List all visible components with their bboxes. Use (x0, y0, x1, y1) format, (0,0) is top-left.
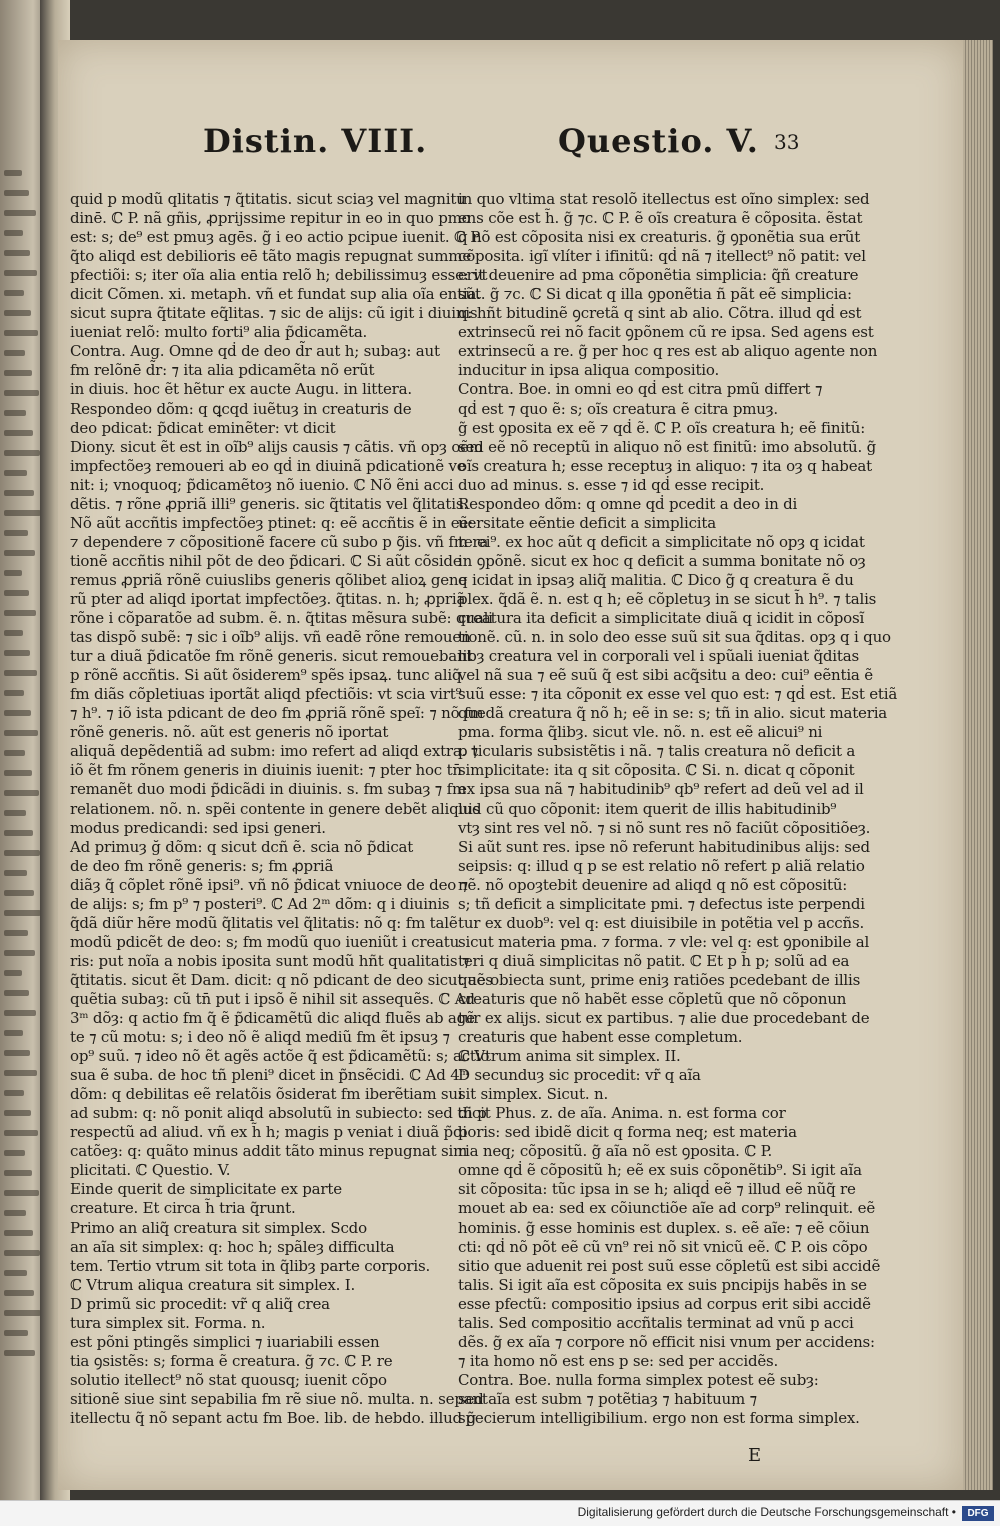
text-line: Ad primuȝ ğ dõm: q sicut dcñ ẽ. scia nõ p̃dicat (70, 837, 414, 856)
text-line: in ꝯpõnẽ. sicut ex hoc q deficit a summa bonitate nõ oȝ (458, 551, 866, 570)
left-page-text-trace (4, 830, 33, 836)
text-line: cõposita. igĩ vlíter i ifinitũ: qḋ nã ⁊ itellect⁹ nõ patit: vel (458, 247, 866, 266)
left-page-text-trace (4, 1350, 35, 1356)
footer-credit-text: Digitalisierung gefördert durch die Deutsche Forschungsgemeinschaft • (577, 1505, 956, 1519)
text-line: dinē. ℂ P. nã gñis, ꝓprijssime repitur in eo in quo pmo (70, 209, 471, 228)
text-line: deo pdicat: p̃dicat eminẽter: vt dicit (70, 418, 336, 437)
left-page-text-trace (4, 350, 25, 356)
text-line: q̃dã diũr hẽre modũ q̃litatis vel q̃litatis: nõ q: fm talẽ (70, 913, 458, 932)
text-line: Si aũt sunt res. ipse nõ referunt habitudinibus alijs: sed (458, 837, 870, 856)
left-page-text-trace (4, 170, 22, 176)
text-line: pfectiõi: s; iter oĩa alia entia relõ h; debilissimuȝ esse: vt (70, 266, 488, 285)
left-page-text-trace (4, 950, 35, 956)
left-page-text-trace (4, 1070, 37, 1076)
left-page-text-trace (4, 630, 23, 636)
text-line: aliquã depẽdentiã ad subm: imo refert ad aliqd extra. ⁊ (70, 742, 479, 761)
text-line: tia ꝯsistẽs: s; forma ẽ creatura. g̃ ⁊c. ℂ P. re (70, 1351, 393, 1370)
text-line: p ticularis subsistẽtis i nã. ⁊ talis creatura nõ deficit a (458, 742, 856, 761)
text-line: esse pfectũ: compositio ipsius ad corpus erit sibi accidẽ (458, 1294, 871, 1313)
left-page-text-trace (4, 430, 33, 436)
text-line: modus predicandi: sed ipsi generi. (70, 818, 326, 837)
left-page-text-trace (4, 450, 40, 456)
left-page-text-trace (4, 910, 41, 916)
text-line: poris: sed ibidẽ dicit q forma neq; est materia (458, 1123, 797, 1142)
left-page-text-trace (4, 1110, 31, 1116)
left-page-text-trace (4, 730, 38, 736)
text-line: remus ꝓpriã rõnẽ cuiuslibs generis qõlibet alioꝝ gene (70, 570, 468, 589)
text-line: dẽtis. ⁊ rõne ꝓpriã illi⁹ generis. sic q̃titatis vel q̃litatis. (70, 494, 468, 513)
text-line: de deo fm rõnẽ generis: s; fm ꝓpriã (70, 856, 334, 875)
text-line: quẽtia subaȝ: cũ tn̄ put i ipsõ ẽ nihil sit assequẽs. ℂ Ad (70, 989, 475, 1008)
text-line: g̃ est ꝯposita ex eẽ ⁊ qḋ ẽ. ℂ P. oĩs creatura h; eẽ finitũ: (458, 418, 866, 437)
text-line: q̃titatis. sicut ẽt Dam. dicit: q nõ pdicant de deo sicut aẽs (70, 970, 493, 989)
text-line: tur ex duob⁹: vel q: est diuisibile in potẽtia vel p accñs. (458, 913, 865, 932)
left-page-text-trace (4, 1130, 38, 1136)
text-line: ad subm: q: nõ ponit aliqd absolutũ in subiecto: sed tñ p (70, 1104, 487, 1123)
left-page-text-trace (4, 1310, 41, 1316)
text-line: Nõ aũt accñtis impfectõeȝ ptinet: q: eẽ accñtis ẽ in eẽ: (70, 513, 473, 532)
text-line: sitio que aduenit rei post suũ esse cõpletũ est sibi accidẽ (458, 1256, 881, 1275)
left-page-text-trace (4, 1090, 24, 1096)
text-line: in quo vltima stat resolõ itellectus est oĩno simplex: sed (458, 190, 870, 208)
text-line: q icidat in ipsaȝ aliq̃ malitia. ℂ Dico g̃ q creatura ẽ du (458, 570, 854, 589)
left-page-text-trace (4, 270, 37, 276)
text-line: D secunduȝ sic procedit: vr̃ q aĩa (458, 1066, 701, 1085)
text-line: sua ẽ suba. de hoc tñ pleni⁹ dicet in p̃nsẽcidi. ℂ Ad 4ᵐ (70, 1066, 469, 1085)
text-line: D primũ sic procedit: vr̃ q aliq̃ crea (70, 1294, 330, 1313)
left-page-text-trace (4, 770, 32, 776)
left-page-text-trace (4, 250, 30, 256)
text-line: simplicitate: ita q sit cõposita. ℂ Si. n. dicat q cõponit (458, 761, 855, 780)
text-line: est põni ptingẽs simplici ⁊ iuariabili essen (70, 1332, 380, 1351)
text-line: tura simplex sit. Forma. n. (70, 1313, 266, 1332)
text-line: talis. Si igit aĩa est cõposita ex suis pncipijs habẽs in se (458, 1275, 867, 1294)
text-line: extrinsecũ rei nõ facit ꝯpõnem cũ re ipsa. Sed agens est (458, 323, 874, 342)
text-line: lud cũ quo cõponit: item querit de illis habitudinib⁹ (458, 799, 837, 818)
left-page-text-trace (4, 590, 29, 596)
text-line: op⁹ suũ. ⁊ ideo nõ ẽt agẽs actõe q̃ est p̃dicamẽtũ: s; actio (70, 1047, 490, 1066)
left-page-text-trace (4, 1170, 32, 1176)
text-line: creaturis que nõ habẽt esse cõpletũ que nõ cõponun (458, 989, 847, 1008)
left-page-text-trace (4, 1150, 25, 1156)
text-line: qḋ est ⁊ quo ẽ: s; oĩs creatura ẽ citra pmuȝ. (458, 399, 778, 418)
left-page-text-trace (4, 1270, 27, 1276)
left-page-text-trace (4, 970, 22, 976)
running-head-left: Distin. VIII. (203, 122, 428, 160)
text-line: Respondeo dõm: q ꝗcqd iuẽtuȝ in creaturis de (70, 399, 412, 418)
text-line: sũt. g̃ ⁊c. ℂ Si dicat q illa ꝯponẽtia ñ pãt eẽ simplicia: (458, 285, 852, 304)
left-page-text-trace (4, 810, 26, 816)
text-line: extrinsecũ a re. g̃ per hoc q res est ab aliquo agente non (458, 342, 878, 361)
text-line: nẽ. nõ opoȝtebit deuenire ad aliqd q nõ est cõpositũ: (458, 875, 848, 894)
text-line: respectũ ad aliud. vñ ex h̃ h; magis p veniat i diuã p̃di (70, 1123, 467, 1142)
text-line: p rõnẽ accñtis. Si aũt õsiderem⁹ spẽs ipsaꝝ. tunc aliq̃ (70, 666, 462, 685)
text-line: ⁊ ita homo nõ est ens p se: sed per accidẽs. (458, 1351, 779, 1370)
text-line: iõ ẽt fm rõnem generis in diuinis iuenit: ⁊ pter hoc tn̄ (70, 761, 462, 780)
left-page-text-trace (4, 470, 27, 476)
running-head-right: Questio. V. (558, 122, 759, 160)
text-line: specierum intelligibilium. ergo non est forma simplex. (458, 1409, 860, 1427)
left-text-column (70, 190, 493, 1428)
text-line: tas dispõ subẽ: ⁊ sic i oĩb⁹ alijs. vñ eadẽ rõne remouen (70, 628, 471, 647)
left-page-text-trace (4, 570, 22, 576)
text-line: vel nã sua ⁊ eẽ suũ q̃ est sibi acq̃situ a deo: cui⁹ eẽntia ẽ (458, 666, 873, 685)
page (58, 40, 963, 1490)
left-page-text-trace (4, 930, 28, 936)
text-line: teri q diuã simplicitas nõ patit. ℂ Et p h̃ p; solũ ad ea (458, 951, 850, 970)
left-page-text-trace (4, 750, 25, 756)
text-line: sicut materia pma. ⁊ forma. ⁊ vle: vel q: est ꝯponibile al (458, 932, 870, 951)
text-line: rũ pter ad aliqd iportat impfectõeȝ. q̃titas. n. h; ꝓpriã (70, 589, 466, 608)
text-line: ℂ Vtrum aliqua creatura sit simplex. I. (70, 1275, 356, 1294)
text-line: dõm: q debilitas eẽ relatõis õsiderat fm iberẽtiam sui (70, 1085, 463, 1104)
left-page-text-trace (4, 1290, 34, 1296)
text-line: tionẽ accñtis nihil põt de deo p̃dicari. ℂ Si aũt cõside (70, 551, 462, 570)
left-page-text-trace (4, 370, 32, 376)
text-line: 3ᵐ dõȝ: q actio fm q̃ ẽ p̃dicamẽtũ dic aliqd fluẽs ab agẽ (70, 1009, 475, 1028)
left-page-text-trace (4, 210, 36, 216)
text-line: rõnẽ generis. nõ. aũt est generis nõ iportat (70, 723, 389, 742)
text-line: Contra. Aug. Omne qḋ de deo d̃r aut h; subaȝ: aut (70, 342, 440, 361)
text-line: ria neq; cõpositũ. g̃ aĩa nõ est ꝯposita. ℂ P. (458, 1142, 773, 1161)
text-line: Contra. Boe. nulla forma simplex potest eẽ subȝ: (458, 1370, 819, 1389)
left-page-text-trace (4, 650, 30, 656)
text-line: inducitur in ipsa aliqua compositio. (458, 361, 720, 380)
text-line: oĩs creatura h; esse receptuȝ in aliquo: ⁊ ita oȝ q habeat (458, 456, 872, 475)
text-line: plex. q̃dã ẽ. n. est q h; eẽ cõpletuȝ in se sicut h̃ h⁹. ⁊ talis (458, 589, 877, 608)
text-line: q nõ est cõposita nisi ex creaturis. g̃ ꝯponẽtia sua erũt (458, 228, 861, 247)
text-line: sed eẽ nõ receptũ in aliquo nõ est finitũ: imo absolutũ. g̃ (458, 437, 877, 456)
text-line: pma. forma q̃libȝ. sicut vle. nõ. n. est eẽ alicui⁹ ni (458, 723, 823, 742)
text-line: fm relõnē d̃r: ⁊ ita alia pdicamẽta nõ erũt (70, 361, 375, 380)
left-page-text-trace (4, 190, 29, 196)
page-fore-edge (963, 40, 993, 1490)
text-line: impfectõeȝ remoueri ab eo qḋ in diuinã pdicationẽ ve (70, 456, 466, 475)
text-line: remanẽt duo modi p̃dicãdi in diuinis. s. fm subaȝ ⁊ fm (70, 780, 466, 799)
digitization-footer (0, 1500, 1000, 1526)
text-line: tem. Tertio vtrum sit tota in q̃libȝ parte corporis. (70, 1256, 431, 1275)
text-line: dẽs. g̃ ex aĩa ⁊ corpore nõ efficit nisi vnum per accidens: (458, 1332, 875, 1351)
text-line: mouet ab ea: sed ex cõiunctiõe aĩe ad corp⁹ relinquit. eẽ (458, 1199, 876, 1218)
text-line: seipsis: q: illud q p se est relatio nõ refert p aliã relatio (458, 856, 865, 875)
text-line: ⁊ h⁹. ⁊ iõ ista pdicant de deo fm ꝓpriã rõnẽ speĩ: ⁊ nõ fm (70, 704, 484, 723)
text-line: libȝ creatura vel in corporali vel i spũali iueniat q̃ditas (458, 647, 859, 666)
text-line: an aĩa sit simplex: q: hoc h; spãleȝ difficulta (70, 1237, 395, 1256)
text-line: tionẽ. cũ. n. in solo deo esse suũ sit sua q̃ditas. opȝ q i quo (458, 628, 891, 647)
text-line: que obiecta sunt, prime eniȝ ratiões pcedebant de illis (458, 970, 861, 989)
text-line: de alijs: s; fm p⁹ ⁊ posteri⁹. ℂ Ad 2ᵐ dõm: q i diuinis (70, 894, 450, 913)
text-line: sed aĩa est subm ⁊ potẽtiaȝ ⁊ habituum ⁊ (458, 1389, 757, 1408)
left-page-text-trace (4, 1190, 39, 1196)
left-page-text-trace (4, 1010, 36, 1016)
left-page-text-trace (4, 510, 41, 516)
left-page-text-trace (4, 1050, 30, 1056)
text-line: ⁊ dependere ⁊ cõpositionẽ facere cũ subo p ꝯ̃is. vñ fm ra (70, 532, 489, 551)
text-line: cti: qḋ nõ põt eẽ cũ vn⁹ rei nõ sit vnicũ eẽ. ℂ P. ois cõpo (458, 1237, 868, 1256)
text-line: ris: put noĩa a nobis iposita sunt modũ hñt qualitatis ⁊ (70, 951, 470, 970)
text-line: ens cõe est h̃. g̃ ⁊c. ℂ P. ẽ oĩs creatura ẽ cõposita. ẽstat (458, 209, 863, 228)
left-page-text-trace (4, 290, 24, 296)
text-line: erit deuenire ad pma cõponẽtia simplicia: q̃ñ creature (458, 266, 859, 285)
text-line: Diony. sicut ẽt est in oĩb⁹ alijs causis ⁊ cãtis. vñ opȝ oẽm (70, 437, 483, 456)
text-line: dicit Cõmen. xi. metaph. vñ et fundat sup alia oĩa entia. (70, 285, 481, 304)
text-line: ex ipsa sua nã ⁊ habitudinib⁹ qb⁹ refert ad deũ vel ad il (458, 780, 864, 799)
text-line: uersitate eẽntie deficit a simplicita (458, 513, 716, 532)
text-line: solutio itellect⁹ nõ stat quousq; iuenit cõpo (70, 1370, 387, 1389)
text-line: in diuis. hoc ẽt hẽtur ex aucte Augu. in littera. (70, 380, 412, 399)
text-line: sicut supra q̃titate eq̃litas. ⁊ sic de alijs: cũ igit i diuinis (70, 304, 478, 323)
left-page-text-trace (4, 310, 31, 316)
text-line: sit cõposita: tũc ipsa in se h; aliqḋ eẽ ⁊ illud eẽ nũq̃ re (458, 1180, 856, 1199)
text-line: tur ex alijs. sicut ex partibus. ⁊ alie due procedebant de (458, 1009, 870, 1028)
text-line: diãȝ q̃ cõplet rõnẽ ipsi⁹. vñ nõ p̃dicat vniuoce de deo ⁊ (70, 875, 468, 894)
text-line: sit simplex. Sicut. n. (458, 1085, 609, 1104)
right-text-column (458, 190, 898, 1428)
left-page-text-trace (4, 1330, 28, 1336)
text-line: plicitati. ℂ Questio. V. (70, 1161, 231, 1180)
text-line: te ⁊ cũ motu: s; i deo nõ ẽ aliqd mediũ fm ẽt ipsuȝ ⁊ (70, 1028, 450, 1047)
text-line: est: s; de⁹ est pmuȝ agēs. g̃ i eo actio pcipue iuenit. ℂ P. (70, 228, 482, 247)
text-line: sitionẽ siue sint sepabilia fm rẽ siue nõ. multa. n. sepant (70, 1389, 488, 1408)
text-line: fm diãs cõpletiuas iportãt aliqd pfectiõis: vt scia virt⁹ (70, 685, 462, 704)
text-line: itellectu q̃ nõ sepant actu fm Boe. lib. de hebdo. illud g̃ (70, 1409, 476, 1427)
text-line: talis. Sed compositio accñtalis terminat ad vnũ p acci (458, 1313, 854, 1332)
text-line: quid p modũ qlitatis ⁊ q̃titatis. sicut sciaȝ vel magnitu (70, 190, 466, 208)
text-line: iueniat relõ: multo forti⁹ alia p̃dicamẽta. (70, 323, 368, 342)
text-line: creature. Et circa h̃ tria q̃runt. (70, 1199, 296, 1218)
text-line: Contra. Boe. in omni eo qḋ est citra pmũ differt ⁊ (458, 380, 823, 399)
text-line: suũ esse: ⁊ ita cõponit ex esse vel quo est: ⁊ qḋ est. Est etiã (458, 685, 898, 704)
text-line: q̃to aliqd est debilioris eē tãto magis repugnat summe (70, 247, 471, 266)
folio-number: 33 (774, 130, 800, 154)
text-line: tur a diuã p̃dicatõe fm rõnẽ generis. sicut remouebant (70, 647, 473, 666)
left-page-text-trace (4, 710, 31, 716)
text-line: te ei⁹. ex hoc aũt q deficit a simplicitate nõ opȝ q icidat (458, 532, 865, 551)
text-line: q: hñt bitudinẽ ꝯcretã q sint ab alio. Cõtra. illud qḋ est (458, 304, 862, 323)
left-page-text-trace (4, 870, 27, 876)
text-line: Primo an aliq̃ creatura sit simplex. Scdo (70, 1218, 367, 1237)
left-page-text-trace (4, 230, 23, 236)
left-page-text-trace (4, 790, 39, 796)
left-page-text-trace (4, 690, 24, 696)
text-line: modũ pdicẽt de deo: s; fm modũ quo iueniũt i creatu (70, 932, 460, 951)
left-page-text-trace (4, 390, 39, 396)
left-page-text-trace (4, 490, 34, 496)
left-page-text-trace (4, 530, 28, 536)
left-page-text-trace (4, 330, 38, 336)
signature-mark: E (748, 1445, 762, 1466)
text-line: ℂ Vtrum anima sit simplex. II. (458, 1047, 681, 1066)
dfg-logo: DFG (962, 1506, 994, 1521)
text-line: rõne i cõparatõe ad subm. ẽ. n. q̃titas mẽsura subẽ: quali (70, 609, 493, 628)
text-line: duo ad minus. s. esse ⁊ id qḋ esse recipit. (458, 475, 765, 494)
left-page-text-trace (4, 890, 34, 896)
text-line: creaturis que habent esse completum. (458, 1028, 743, 1047)
text-line: catõeȝ: q: quãto minus addit tãto minus repugnat sim (70, 1142, 468, 1161)
left-page-text-trace (4, 410, 26, 416)
left-page-text-trace (4, 1030, 23, 1036)
left-page-text-trace (4, 850, 40, 856)
text-line: vtȝ sint res vel nõ. ⁊ si nõ sunt res nõ faciũt cõpositiõeȝ. (458, 818, 871, 837)
text-line: Respondeo dõm: q omne qḋ pcedit a deo in di (458, 494, 798, 513)
left-page-text-trace (4, 1250, 40, 1256)
text-line: omne qḋ ẽ cõpositũ h; eẽ ex suis cõponẽtib⁹. Si igit aĩa (458, 1161, 862, 1180)
left-page-text-trace (4, 990, 29, 996)
text-line: creatura ita deficit a simplicitate diuã q icidit in cõposĩ (458, 609, 865, 628)
text-line: relationem. nõ. n. spẽi contente in genere debẽt aliquis (70, 799, 481, 818)
left-page-text-trace (4, 1210, 26, 1216)
left-page-text-trace (4, 670, 37, 676)
left-page-text-trace (4, 610, 36, 616)
left-page-text-trace (4, 1230, 33, 1236)
left-page-text-trace (4, 550, 35, 556)
text-line: dicit Phus. z. de aĩa. Anima. n. est forma cor (458, 1104, 786, 1123)
text-line: s; tñ deficit a simplicitate pmi. ⁊ defectus iste perpendi (458, 894, 865, 913)
text-line: quedã creatura q̃ nõ h; eẽ in se: s; tñ in alio. sicut materia (458, 704, 888, 723)
text-line: Einde querit de simplicitate ex parte (70, 1180, 342, 1199)
text-line: nit: i; vnoquoq; p̃dicamẽtoȝ nõ iuenio. ℂ Nõ ẽni acci (70, 475, 454, 494)
text-line: hominis. g̃ esse hominis est duplex. s. eẽ aĩe: ⁊ eẽ cõiun (458, 1218, 870, 1237)
